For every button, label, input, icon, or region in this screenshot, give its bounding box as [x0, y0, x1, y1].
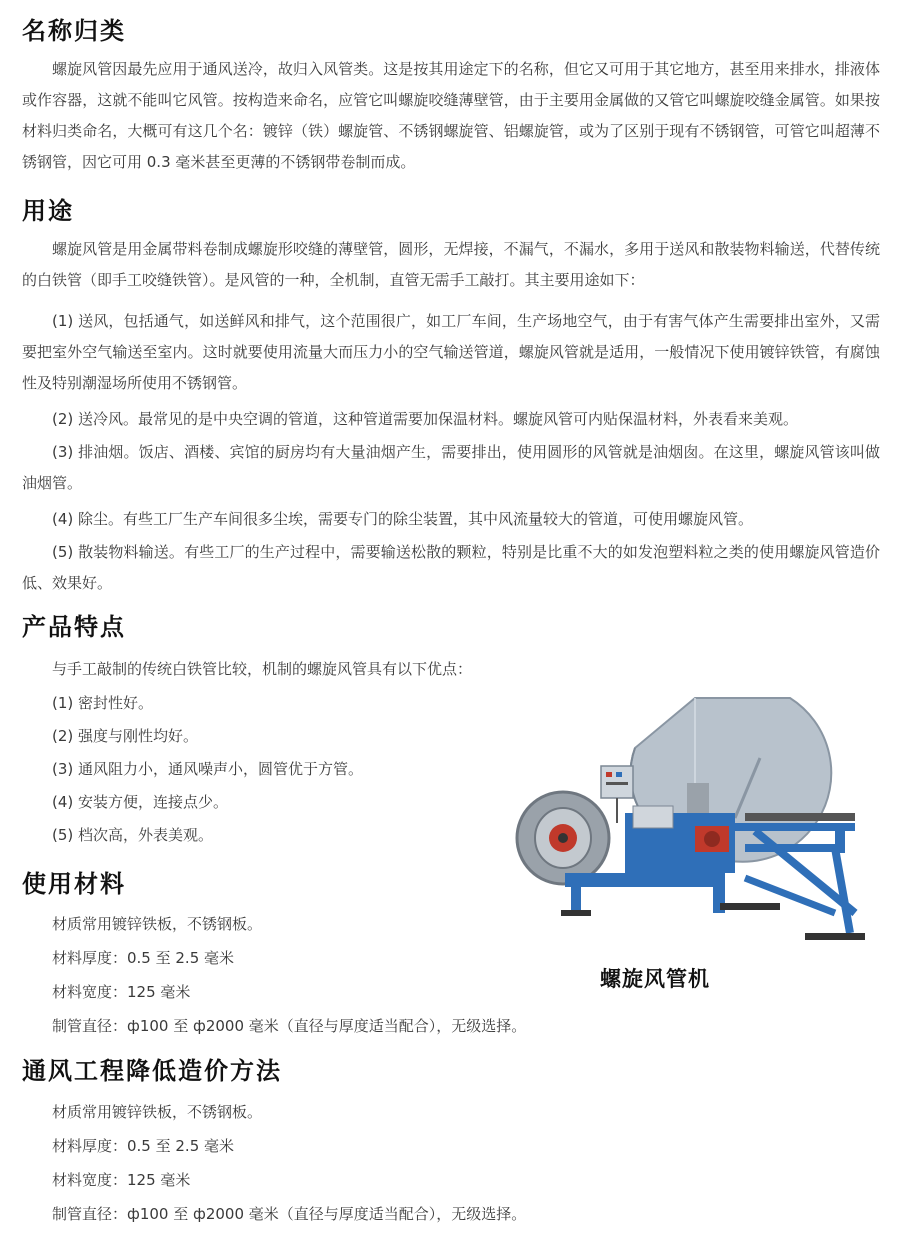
materials-line-1: 材质常用镀锌铁板，不锈钢板。	[52, 915, 263, 933]
feature-item-4: (4) 安装方便，连接点少。	[52, 793, 229, 811]
materials-line-4: 制管直径：ф100 至 ф2000 毫米（直径与厚度适当配合），无级选择。	[52, 1017, 527, 1035]
cost-line-3: 材料宽度：125 毫米	[52, 1171, 191, 1189]
section-title-materials: 使用材料	[22, 869, 126, 898]
usage-item-1-text: (1) 送风，包括通气，如送鲜风和排气，这个范围很广，如工厂车间，生产场地空气，由于有害气体产生需要排出室外，又需要把室外空气输送至室内。这时就要使用流量大而压力小的空气输送管道，螺旋风管就是适用，一般情况下使用镀锌铁管，有腐蚀性及特别潮湿场所使用不锈钢管。	[22, 312, 880, 392]
usage-item-5	[22, 537, 880, 599]
usage-item-3-text: (3) 排油烟。饭店、酒楼、宾馆的厨房均有大量油烟产生，需要排出，使用圆形的风管就是油烟囱。在这里，螺旋风管该叫做油烟管。	[22, 443, 880, 492]
feature-item-1: (1) 密封性好。	[52, 694, 154, 712]
usage-item-2	[22, 404, 880, 435]
usage-item-3	[22, 437, 880, 499]
naming-body: 螺旋风管因最先应用于通风送冷，故归入风管类。这是按其用途定下的名称，但它又可用于其它地方，甚至用来排水，排液体或作容器，这就不能叫它风管。按构造来命名，应管它叫螺旋咬缝薄壁管，由于主要用金属做的又管它叫螺旋咬缝金属管。如果按材料归类命名，大概可有这几个名：镀锌（铁）螺旋管、不锈钢螺旋管、铝螺旋管，或为了区别于现有不锈钢管，可管它叫超薄不锈钢管，因它可用 0.3 毫米甚至更薄的不锈钢带卷制而成。	[22, 60, 880, 171]
feature-item-3: (3) 通风阻力小，通风噪声小，圆管优于方管。	[52, 760, 364, 778]
cost-line-4: 制管直径：ф100 至 ф2000 毫米（直径与厚度适当配合），无级选择。	[52, 1205, 527, 1223]
figure-caption: 螺旋风管机	[600, 966, 710, 991]
materials-line-2: 材料厚度：0.5 至 2.5 毫米	[52, 949, 235, 967]
spiral-duct-machine-illustration	[505, 688, 877, 963]
cost-line-2: 材料厚度：0.5 至 2.5 毫米	[52, 1137, 235, 1155]
usage-item-5-text: (5) 散装物料输送。有些工厂的生产过程中，需要输送松散的颗粒，特别是比重不大的如发泡塑料粒之类的使用螺旋风管造价低、效果好。	[22, 543, 880, 592]
usage-intro-paragraph	[22, 234, 880, 296]
materials-line-3: 材料宽度：125 毫米	[52, 983, 191, 1001]
section-title-features: 产品特点	[22, 612, 126, 641]
section-title-naming: 名称归类	[22, 16, 126, 45]
usage-item-4-text: (4) 除尘。有些工厂生产车间很多尘埃，需要专门的除尘装置，其中风流量较大的管道，可使用螺旋风管。	[52, 510, 754, 528]
usage-item-2-text: (2) 送冷风。最常见的是中央空调的管道，这种管道需要加保温材料。螺旋风管可内贴保温材料，外表看来美观。	[52, 410, 799, 428]
usage-item-1	[22, 306, 880, 399]
cost-line-1: 材质常用镀锌铁板，不锈钢板。	[52, 1103, 263, 1121]
naming-paragraph	[22, 54, 880, 178]
feature-item-2: (2) 强度与刚性均好。	[52, 727, 199, 745]
usage-item-4	[22, 504, 880, 535]
usage-intro: 螺旋风管是用金属带料卷制成螺旋形咬缝的薄壁管，圆形，无焊接，不漏气，不漏水，多用于送风和散装物料输送，代替传统的白铁管（即手工咬缝铁管）。是风管的一种，全机制，直管无需手工敲打。其主要用途如下：	[22, 240, 880, 289]
section-title-cost: 通风工程降低造价方法	[22, 1056, 282, 1085]
section-title-usage: 用途	[22, 196, 74, 225]
feature-item-5: (5) 档次高，外表美观。	[52, 826, 214, 844]
features-intro: 与手工敲制的传统白铁管比较，机制的螺旋风管具有以下优点：	[52, 660, 473, 678]
